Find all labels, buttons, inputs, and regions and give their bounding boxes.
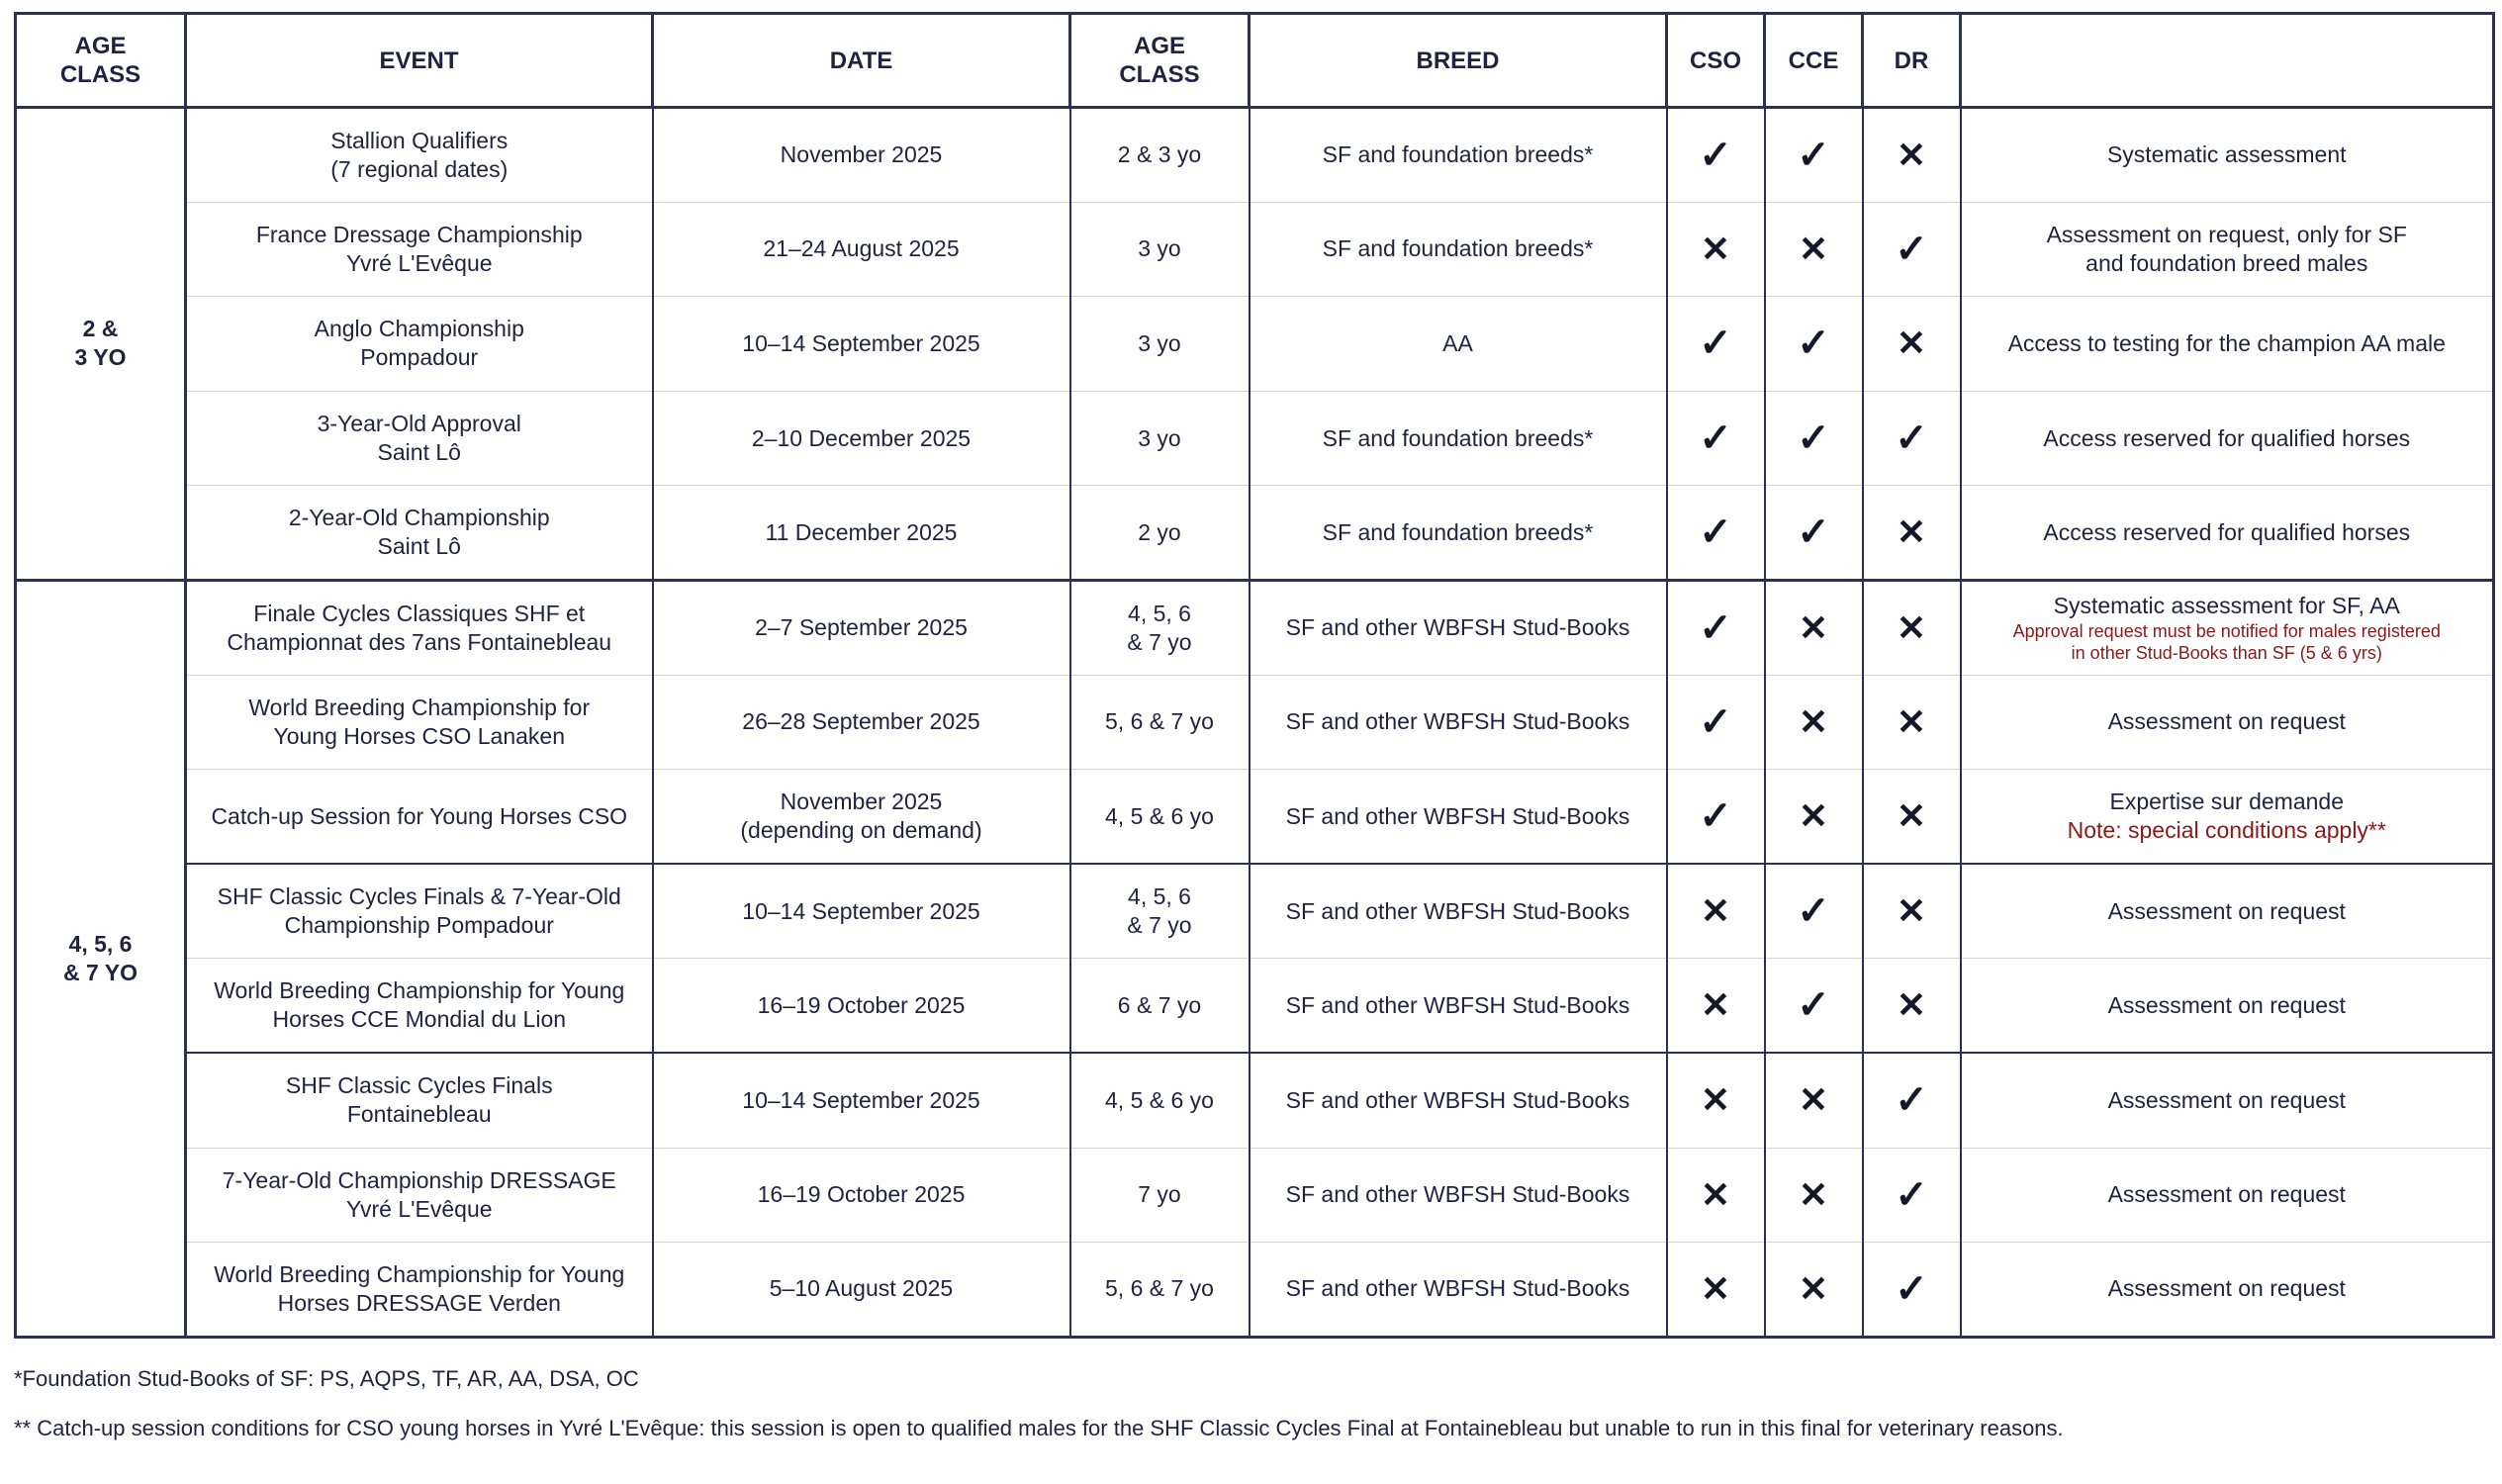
cross-icon: ✕ bbox=[1798, 228, 1829, 269]
date-cell: 16–19 October 2025 bbox=[653, 959, 1070, 1054]
event-cell: Anglo Championship Pompadour bbox=[186, 297, 653, 392]
footnote-catch-up-session: ** Catch-up session conditions for CSO young horses in Yvré L'Evêque: this session is open to qualified males for the SHF Classic Cycles Final at Fontainebleau but unable to run in this final for veterinary reasons. bbox=[14, 1416, 2064, 1440]
notes-cell bbox=[1961, 580, 2494, 675]
cce-cell bbox=[1765, 770, 1863, 865]
notes-cell bbox=[1961, 391, 2494, 486]
dr-cell bbox=[1863, 675, 1961, 770]
event-cell: SHF Classic Cycles Finals & 7-Year-Old Championship Pompadour bbox=[186, 864, 653, 959]
cce-cell bbox=[1765, 1053, 1863, 1148]
table-header-row bbox=[16, 14, 2494, 108]
note-text: Assessment on request, only for SF and foundation breed males bbox=[2046, 221, 2407, 276]
notes-cell bbox=[1961, 864, 2494, 959]
breed-cell: SF and foundation breeds* bbox=[1250, 486, 1667, 581]
notes-cell bbox=[1961, 486, 2494, 581]
cso-cell bbox=[1667, 675, 1765, 770]
note-text: Assessment on request bbox=[2107, 708, 2346, 735]
cce-cell bbox=[1765, 297, 1863, 392]
breed-cell: SF and other WBFSH Stud-Books bbox=[1250, 1053, 1667, 1148]
table-row bbox=[16, 864, 2494, 959]
cso-cell bbox=[1667, 770, 1765, 865]
date-cell: 21–24 August 2025 bbox=[653, 202, 1070, 297]
cce-cell bbox=[1765, 580, 1863, 675]
check-icon: ✓ bbox=[1797, 510, 1830, 555]
dr-cell bbox=[1863, 202, 1961, 297]
event-cell: World Breeding Championship for Young Horses CCE Mondial du Lion bbox=[186, 959, 653, 1054]
check-icon: ✓ bbox=[1895, 1078, 1928, 1123]
age-cell: 2 yo bbox=[1070, 486, 1250, 581]
check-icon: ✓ bbox=[1895, 1266, 1928, 1311]
dr-cell bbox=[1863, 580, 1961, 675]
breed-cell: SF and other WBFSH Stud-Books bbox=[1250, 770, 1667, 865]
cross-icon: ✕ bbox=[1798, 1173, 1829, 1215]
table-row bbox=[16, 202, 2494, 297]
dr-cell bbox=[1863, 770, 1961, 865]
cross-icon: ✕ bbox=[1896, 700, 1927, 742]
date-cell: November 2025 bbox=[653, 108, 1070, 203]
age-cell: 7 yo bbox=[1070, 1148, 1250, 1243]
event-cell: France Dressage Championship Yvré L'Evêque bbox=[186, 202, 653, 297]
date-cell: 11 December 2025 bbox=[653, 486, 1070, 581]
event-cell: Stallion Qualifiers (7 regional dates) bbox=[186, 108, 653, 203]
age-cell: 5, 6 & 7 yo bbox=[1070, 675, 1250, 770]
events-table bbox=[14, 12, 2495, 1339]
event-cell: Finale Cycles Classiques SHF et Championnat des 7ans Fontainebleau bbox=[186, 580, 653, 675]
dr-cell bbox=[1863, 1243, 1961, 1338]
note-text: Assessment on request bbox=[2107, 1275, 2346, 1302]
dr-cell bbox=[1863, 108, 1961, 203]
event-cell: World Breeding Championship for Young Horses DRESSAGE Verden bbox=[186, 1243, 653, 1338]
date-cell: 10–14 September 2025 bbox=[653, 1053, 1070, 1148]
breed-cell: SF and other WBFSH Stud-Books bbox=[1250, 864, 1667, 959]
event-cell: World Breeding Championship for Young Horses CSO Lanaken bbox=[186, 675, 653, 770]
note-text: Assessment on request bbox=[2107, 991, 2346, 1018]
table-row bbox=[16, 580, 2494, 675]
cross-icon: ✕ bbox=[1700, 1267, 1731, 1309]
breed-cell: SF and other WBFSH Stud-Books bbox=[1250, 675, 1667, 770]
header-notes bbox=[1961, 14, 2494, 108]
cross-icon: ✕ bbox=[1896, 323, 1927, 364]
age-cell: 2 & 3 yo bbox=[1070, 108, 1250, 203]
table-row bbox=[16, 959, 2494, 1054]
notes-cell bbox=[1961, 770, 2494, 865]
event-cell: SHF Classic Cycles Finals Fontainebleau bbox=[186, 1053, 653, 1148]
cce-cell bbox=[1765, 959, 1863, 1054]
table-row bbox=[16, 391, 2494, 486]
cross-icon: ✕ bbox=[1700, 984, 1731, 1026]
check-icon: ✓ bbox=[1797, 889, 1830, 934]
table-row bbox=[16, 1243, 2494, 1338]
check-icon: ✓ bbox=[1895, 1172, 1928, 1217]
date-cell: 26–28 September 2025 bbox=[653, 675, 1070, 770]
footnote-foundation-studbooks: *Foundation Stud-Books of SF: PS, AQPS, TF, AR, AA, DSA, OC bbox=[14, 1366, 639, 1391]
age-group-4-7yo: 4, 5, 6 & 7 YO bbox=[16, 580, 186, 1337]
check-icon: ✓ bbox=[1699, 605, 1732, 650]
notes-cell bbox=[1961, 1148, 2494, 1243]
breed-cell: SF and other WBFSH Stud-Books bbox=[1250, 580, 1667, 675]
cce-cell bbox=[1765, 675, 1863, 770]
age-cell: 4, 5, 6 & 7 yo bbox=[1070, 580, 1250, 675]
cross-icon: ✕ bbox=[1798, 700, 1829, 742]
breed-cell: SF and other WBFSH Stud-Books bbox=[1250, 1148, 1667, 1243]
check-icon: ✓ bbox=[1699, 510, 1732, 555]
breed-cell: AA bbox=[1250, 297, 1667, 392]
note-text: Assessment on request bbox=[2107, 1181, 2346, 1208]
cce-cell bbox=[1765, 1243, 1863, 1338]
check-icon: ✓ bbox=[1797, 983, 1830, 1028]
cso-cell bbox=[1667, 486, 1765, 581]
age-cell: 5, 6 & 7 yo bbox=[1070, 1243, 1250, 1338]
cso-cell bbox=[1667, 959, 1765, 1054]
cross-icon: ✕ bbox=[1798, 1079, 1829, 1121]
cross-icon: ✕ bbox=[1896, 890, 1927, 932]
check-icon: ✓ bbox=[1699, 699, 1732, 744]
dr-cell bbox=[1863, 1053, 1961, 1148]
cross-icon: ✕ bbox=[1798, 606, 1829, 648]
header-breed: BREED bbox=[1250, 14, 1667, 108]
header-cso: CSO bbox=[1667, 14, 1765, 108]
cross-icon: ✕ bbox=[1700, 1173, 1731, 1215]
cross-icon: ✕ bbox=[1896, 134, 1927, 175]
event-cell: 3-Year-Old Approval Saint Lô bbox=[186, 391, 653, 486]
cce-cell bbox=[1765, 864, 1863, 959]
cso-cell bbox=[1667, 297, 1765, 392]
cso-cell bbox=[1667, 1053, 1765, 1148]
age-cell: 3 yo bbox=[1070, 391, 1250, 486]
header-dr: DR bbox=[1863, 14, 1961, 108]
table-row bbox=[16, 486, 2494, 581]
date-cell: 16–19 October 2025 bbox=[653, 1148, 1070, 1243]
cso-cell bbox=[1667, 391, 1765, 486]
age-cell: 4, 5, 6 & 7 yo bbox=[1070, 864, 1250, 959]
breed-cell: SF and other WBFSH Stud-Books bbox=[1250, 1243, 1667, 1338]
date-cell: 10–14 September 2025 bbox=[653, 864, 1070, 959]
cce-cell bbox=[1765, 486, 1863, 581]
notes-cell bbox=[1961, 675, 2494, 770]
notes-cell bbox=[1961, 108, 2494, 203]
date-cell: 2–10 December 2025 bbox=[653, 391, 1070, 486]
notes-cell bbox=[1961, 1243, 2494, 1338]
dr-cell bbox=[1863, 297, 1961, 392]
check-icon: ✓ bbox=[1895, 227, 1928, 271]
check-icon: ✓ bbox=[1797, 133, 1830, 177]
dr-cell bbox=[1863, 486, 1961, 581]
notes-cell bbox=[1961, 297, 2494, 392]
check-icon: ✓ bbox=[1797, 417, 1830, 461]
table-row bbox=[16, 1148, 2494, 1243]
cso-cell bbox=[1667, 580, 1765, 675]
cross-icon: ✕ bbox=[1700, 890, 1731, 932]
check-icon: ✓ bbox=[1699, 417, 1732, 461]
cross-icon: ✕ bbox=[1896, 511, 1927, 553]
cce-cell bbox=[1765, 108, 1863, 203]
cso-cell bbox=[1667, 202, 1765, 297]
breed-cell: SF and other WBFSH Stud-Books bbox=[1250, 959, 1667, 1054]
date-cell: 5–10 August 2025 bbox=[653, 1243, 1070, 1338]
note-special-conditions: Note: special conditions apply** bbox=[2067, 817, 2386, 844]
note-text: Access to testing for the champion AA male bbox=[2007, 329, 2446, 356]
cso-cell bbox=[1667, 864, 1765, 959]
header-cce: CCE bbox=[1765, 14, 1863, 108]
event-cell: Catch-up Session for Young Horses CSO bbox=[186, 770, 653, 865]
check-icon: ✓ bbox=[1895, 417, 1928, 461]
table-row bbox=[16, 108, 2494, 203]
age-cell: 4, 5 & 6 yo bbox=[1070, 1053, 1250, 1148]
cross-icon: ✕ bbox=[1700, 228, 1731, 269]
age-cell: 6 & 7 yo bbox=[1070, 959, 1250, 1054]
cce-cell bbox=[1765, 1148, 1863, 1243]
age-cell: 3 yo bbox=[1070, 202, 1250, 297]
note-text: Assessment on request bbox=[2107, 897, 2346, 924]
event-cell: 7-Year-Old Championship DRESSAGE Yvré L'Evêque bbox=[186, 1148, 653, 1243]
header-event: EVENT bbox=[186, 14, 653, 108]
header-age-class: AGE CLASS bbox=[16, 14, 186, 108]
breed-cell: SF and foundation breeds* bbox=[1250, 108, 1667, 203]
dr-cell bbox=[1863, 391, 1961, 486]
event-cell: 2-Year-Old Championship Saint Lô bbox=[186, 486, 653, 581]
check-icon: ✓ bbox=[1797, 322, 1830, 366]
check-icon: ✓ bbox=[1699, 133, 1732, 177]
table-row bbox=[16, 770, 2494, 865]
cross-icon: ✕ bbox=[1896, 606, 1927, 648]
breed-cell: SF and foundation breeds* bbox=[1250, 391, 1667, 486]
age-cell: 4, 5 & 6 yo bbox=[1070, 770, 1250, 865]
cso-cell bbox=[1667, 108, 1765, 203]
table-body bbox=[16, 108, 2494, 1338]
cce-cell bbox=[1765, 391, 1863, 486]
table-row bbox=[16, 1053, 2494, 1148]
check-icon: ✓ bbox=[1699, 322, 1732, 366]
header-age-class-2: AGE CLASS bbox=[1070, 14, 1250, 108]
date-cell: 2–7 September 2025 bbox=[653, 580, 1070, 675]
note-text: Assessment on request bbox=[2107, 1086, 2346, 1113]
note-text: Systematic assessment for SF, AA bbox=[2053, 593, 2400, 619]
cross-icon: ✕ bbox=[1896, 795, 1927, 837]
date-cell: 10–14 September 2025 bbox=[653, 297, 1070, 392]
note-subtext: Approval request must be notified for males registered in other Stud-Books than SF (5 & 6 yrs) bbox=[2012, 621, 2441, 664]
cross-icon: ✕ bbox=[1896, 984, 1927, 1026]
dr-cell bbox=[1863, 1148, 1961, 1243]
table-row bbox=[16, 297, 2494, 392]
age-group-2-3yo: 2 & 3 YO bbox=[16, 108, 186, 581]
cross-icon: ✕ bbox=[1798, 1267, 1829, 1309]
cce-cell bbox=[1765, 202, 1863, 297]
age-cell: 3 yo bbox=[1070, 297, 1250, 392]
note-text: Access reserved for qualified horses bbox=[2043, 424, 2411, 451]
note-text: Access reserved for qualified horses bbox=[2043, 518, 2411, 545]
cso-cell bbox=[1667, 1148, 1765, 1243]
notes-cell bbox=[1961, 959, 2494, 1054]
note-text: Expertise sur demande bbox=[2109, 788, 2344, 815]
table-row bbox=[16, 675, 2494, 770]
check-icon: ✓ bbox=[1699, 794, 1732, 839]
dr-cell bbox=[1863, 864, 1961, 959]
dr-cell bbox=[1863, 959, 1961, 1054]
date-cell: November 2025 (depending on demand) bbox=[653, 770, 1070, 865]
breed-cell: SF and foundation breeds* bbox=[1250, 202, 1667, 297]
notes-cell bbox=[1961, 1053, 2494, 1148]
header-date: DATE bbox=[653, 14, 1070, 108]
note-text: Systematic assessment bbox=[2106, 141, 2347, 168]
cross-icon: ✕ bbox=[1798, 795, 1829, 837]
cross-icon: ✕ bbox=[1700, 1079, 1731, 1121]
cso-cell bbox=[1667, 1243, 1765, 1338]
notes-cell bbox=[1961, 202, 2494, 297]
